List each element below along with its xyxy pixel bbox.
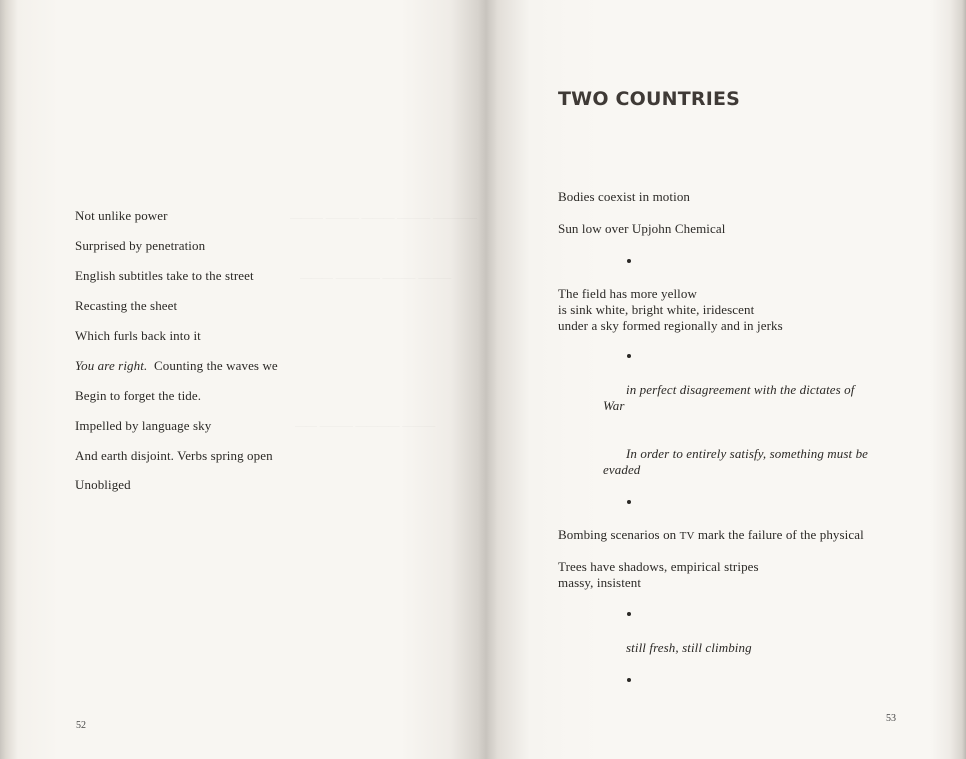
line-text: And earth disjoint. Verbs spring open <box>75 448 273 463</box>
line-text: Impelled by language sky <box>75 418 212 433</box>
poem-line <box>75 328 201 344</box>
page-number: 53 <box>886 713 896 724</box>
italic-text: evaded <box>603 462 641 477</box>
section-bullet <box>627 259 631 263</box>
line-text: English subtitles take to the street <box>75 268 254 283</box>
poem-line <box>626 640 752 656</box>
section-bullet <box>627 500 631 504</box>
line-text: The field has more yellow <box>558 286 697 301</box>
right-page <box>486 0 966 759</box>
poem-line <box>75 418 211 434</box>
italic-text: You are right. <box>75 358 148 373</box>
poem-line <box>626 446 868 462</box>
italic-text: War <box>603 398 625 413</box>
italic-text: In order to entirely satisfy, something must be <box>626 446 869 461</box>
section-bullet <box>627 678 631 682</box>
line-text: Recasting the sheet <box>75 298 178 313</box>
poem-line <box>75 268 254 284</box>
section-bullet <box>627 354 631 358</box>
small-caps-text: TV <box>679 530 695 542</box>
section-bullet <box>627 612 631 616</box>
line-text: mark the failure of the physical <box>694 527 864 542</box>
line-text: Surprised by penetration <box>75 238 206 253</box>
italic-text: in perfect disagreement with the dictates of <box>626 382 855 397</box>
poem-line <box>75 298 177 314</box>
poem-line <box>75 358 278 374</box>
line-text: Sun low over Upjohn Chemical <box>558 221 726 236</box>
poem-line <box>75 388 201 404</box>
page-number: 52 <box>76 720 86 731</box>
poem-line <box>558 221 725 237</box>
line-text: Bodies coexist in motion <box>558 189 691 204</box>
line-text: Not unlike power <box>75 208 168 223</box>
poem-line <box>75 448 273 464</box>
poem-line <box>75 477 131 493</box>
poem-line <box>558 318 783 334</box>
bleed-through-text: ——— ———— ——— —— <box>295 420 436 432</box>
line-text: massy, insistent <box>558 575 642 590</box>
poem-line <box>558 559 759 575</box>
poem-line <box>75 208 168 224</box>
line-text: under a sky formed regionally and in jerks <box>558 318 783 333</box>
poem-line <box>626 382 855 398</box>
poem-line <box>558 189 690 205</box>
poem-line <box>603 462 640 478</box>
line-text: Bombing scenarios on <box>558 527 680 542</box>
poem-line <box>558 527 864 543</box>
poem-line <box>603 398 625 414</box>
bleed-through-text: ———— ——— ——— ——— ——— <box>290 212 477 224</box>
poem-line <box>558 302 754 318</box>
poem-title: TWO COUNTRIES <box>558 88 741 110</box>
bleed-through-text: ——— ——— ———— ——— <box>300 272 452 284</box>
italic-text: still fresh, still climbing <box>626 640 752 655</box>
line-text: Begin to forget the tide. <box>75 388 202 403</box>
line-text: Trees have shadows, empirical stripes <box>558 559 759 574</box>
poem-line <box>558 286 697 302</box>
poem-line <box>75 238 205 254</box>
line-text: Which furls back into it <box>75 328 201 343</box>
poem-line <box>558 575 641 591</box>
line-text: is sink white, bright white, iridescent <box>558 302 755 317</box>
line-text: Counting the waves we <box>147 358 278 373</box>
line-text: Unobliged <box>75 477 131 492</box>
